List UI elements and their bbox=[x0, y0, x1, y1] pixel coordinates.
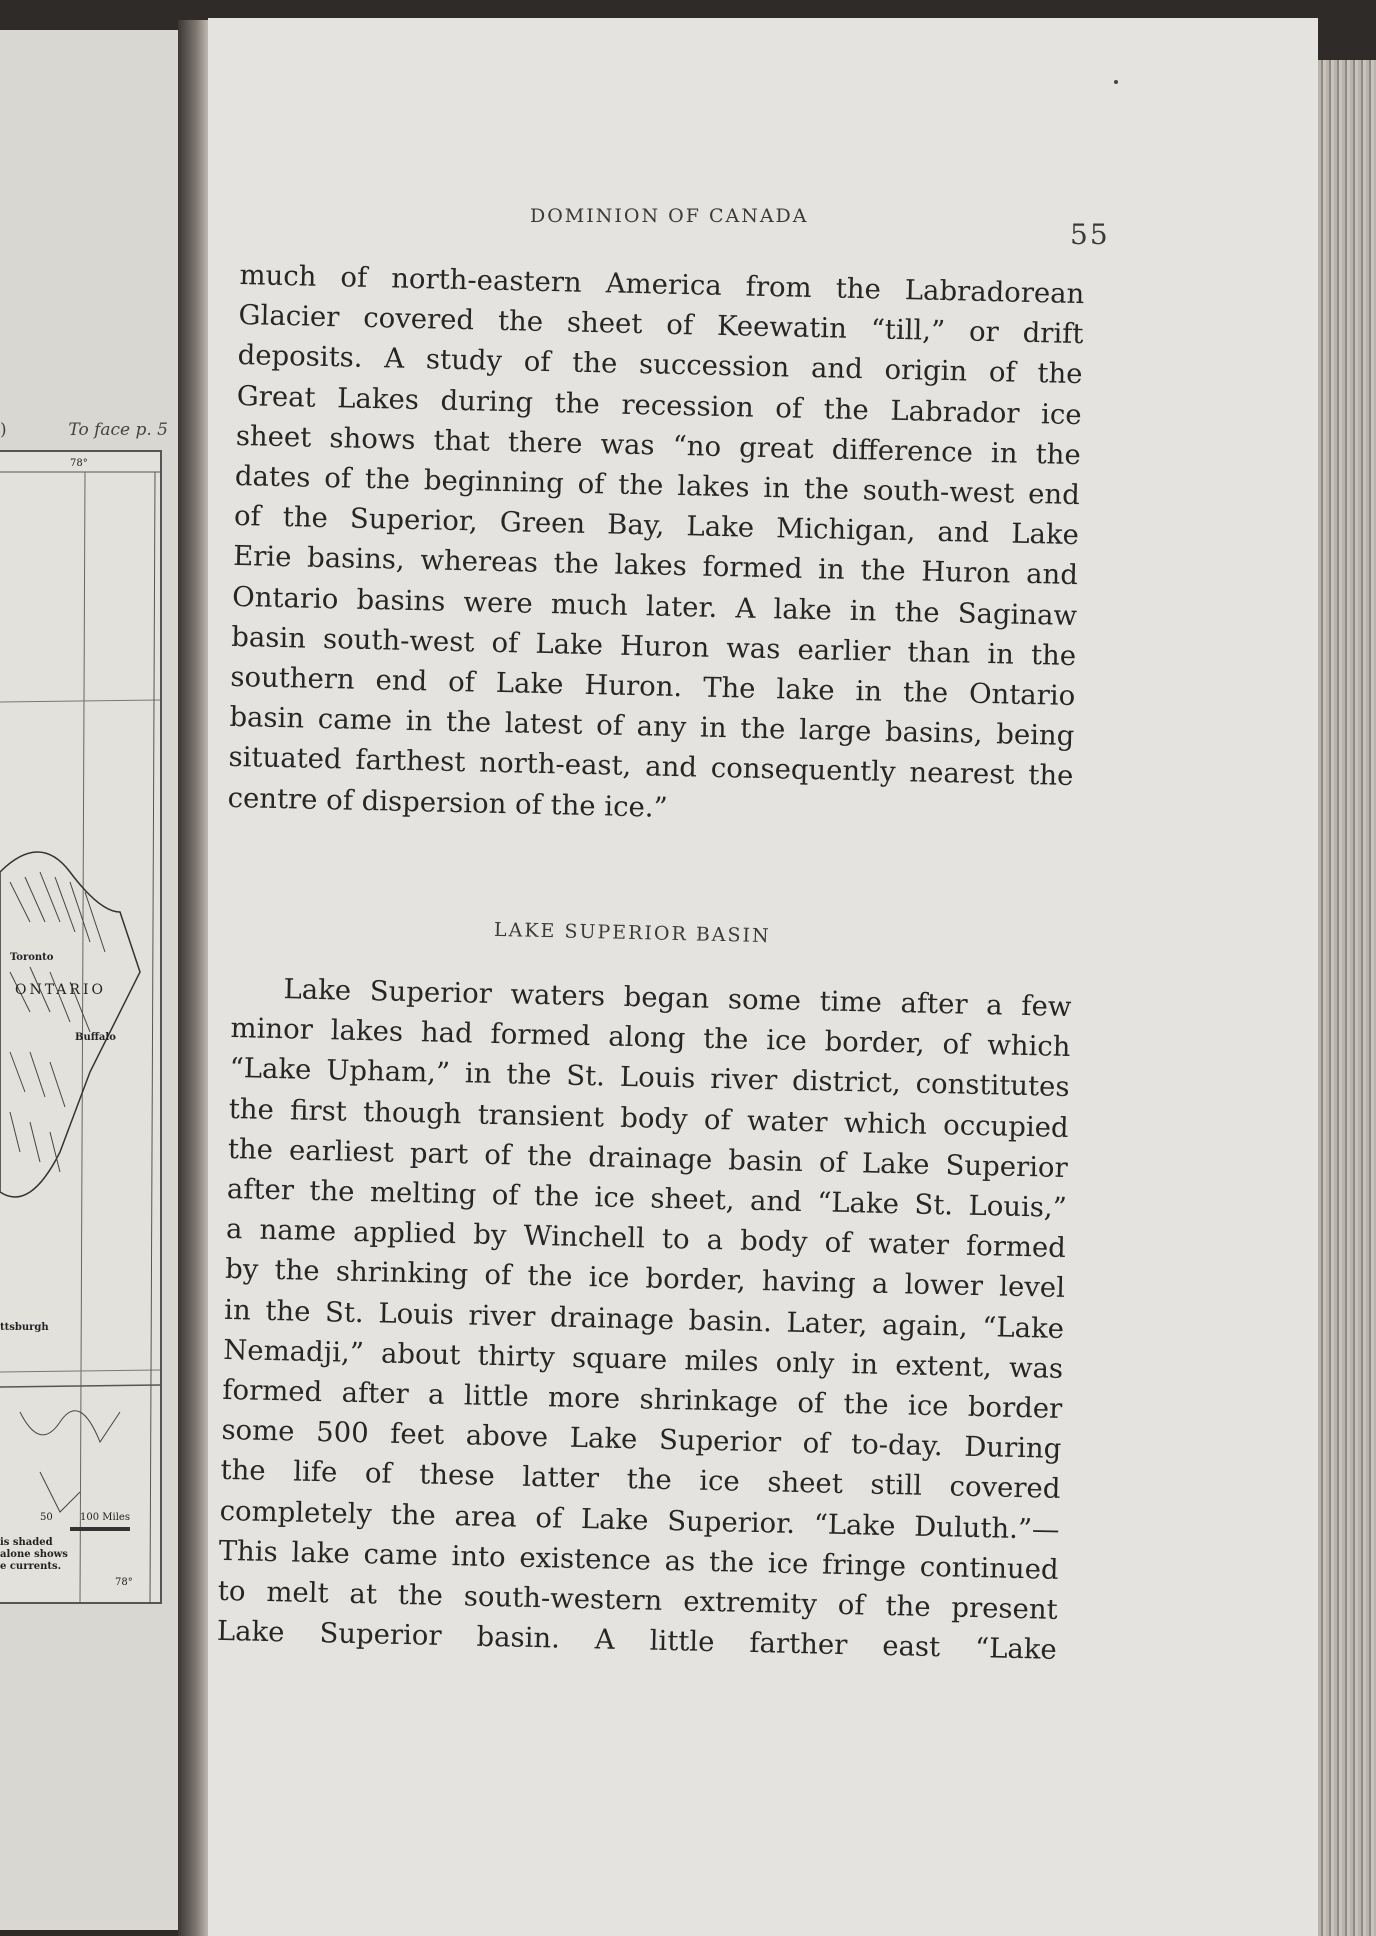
text-line: Lake Superior waters began some time after a few bbox=[283, 973, 1072, 1024]
page-number: 55 bbox=[1070, 218, 1110, 251]
text-line: basin came in the latest of any in the large basins, being bbox=[229, 701, 1075, 753]
text-line: minor lakes had formed along the ice border, of which bbox=[230, 1012, 1071, 1064]
map-label-pittsburgh: ttsburgh bbox=[0, 1322, 49, 1333]
text-line: southern end of Lake Huron. The lake in the Ontario bbox=[230, 660, 1076, 713]
text-line: Glacier covered the sheet of Keewatin “till,” or drift bbox=[238, 299, 1084, 351]
text-line: formed after a little more shrinkage of the ice border bbox=[222, 1373, 1063, 1425]
map-legend-2: alone shows bbox=[0, 1549, 68, 1560]
map-label-ontario: ONTARIO bbox=[15, 982, 106, 998]
text-line: some 500 feet above Lake Superior of to-day. During bbox=[221, 1414, 1062, 1466]
text-line: a name applied by Winchell to a body of water formed bbox=[225, 1213, 1067, 1265]
paragraph-2 bbox=[216, 968, 1071, 1670]
text-line: centre of dispersion of the ice.” bbox=[227, 781, 669, 824]
paragraph-1 bbox=[227, 255, 1085, 837]
text-line: situated farthest north-east, and consequently nearest the bbox=[228, 741, 1074, 793]
text-line: deposits. A study of the succession and origin of the bbox=[237, 339, 1083, 391]
text-line: Erie basins, whereas the lakes formed in the Huron and bbox=[232, 540, 1079, 592]
map-scale-50: 50 bbox=[40, 1512, 53, 1523]
running-head: DOMINION OF CANADA bbox=[530, 205, 809, 227]
text-line: dates of the beginning of the lakes in the south-west end bbox=[234, 459, 1081, 512]
text-line: in the St. Louis river drainage basin. Later, again, “Lake bbox=[223, 1293, 1065, 1345]
map-legend-1: is shaded bbox=[0, 1537, 53, 1548]
map-label-buffalo: Buffalo bbox=[75, 1032, 116, 1043]
map-paren: ) bbox=[0, 420, 7, 440]
text-line: Great Lakes during the recession of the Labrador ice bbox=[236, 379, 1082, 431]
map-legend-3: e currents. bbox=[0, 1561, 62, 1572]
text-line: Ontario basins were much later. A lake in the Saginaw bbox=[231, 580, 1078, 632]
text-line: the earliest part of the drainage basin of Lake Superior bbox=[227, 1132, 1069, 1184]
facing-map-page bbox=[0, 30, 181, 1930]
map-caption: To face p. 5 bbox=[68, 420, 168, 440]
book-spine bbox=[178, 20, 208, 1936]
text-line: sheet shows that there was “no great difference in the bbox=[235, 419, 1082, 471]
map-label-toronto: Toronto bbox=[10, 952, 54, 963]
map-scale-100: 100 Miles bbox=[80, 1512, 130, 1523]
page-edges bbox=[1318, 60, 1376, 1936]
text-line: completely the area of Lake Superior. “Lake Duluth.”— bbox=[219, 1494, 1060, 1546]
text-line: Nemadji,” about thirty square miles only in extent, was bbox=[222, 1333, 1064, 1385]
map-label-longitude-bottom: 78° bbox=[115, 1577, 133, 1588]
map-label-longitude: 78° bbox=[70, 458, 88, 469]
map-drawing bbox=[0, 452, 160, 1602]
text-line: much of north-eastern America from the Labradorean bbox=[239, 258, 1085, 311]
text-line: This lake came into existence as the ice fringe continued bbox=[218, 1534, 1059, 1586]
text-line: after the melting of the ice sheet, and “Lake St. Louis,” bbox=[226, 1172, 1068, 1225]
page-speck bbox=[1114, 80, 1118, 84]
text-line: basin south-west of Lake Huron was earlier than in the bbox=[230, 620, 1077, 672]
text-line: Lake Superior basin. A little farther east “Lake bbox=[216, 1615, 1058, 1667]
text-line: by the shrinking of the ice border, having a lower level bbox=[224, 1253, 1066, 1305]
text-line: of the Superior, Green Bay, Lake Michigan, and Lake bbox=[233, 500, 1080, 552]
map-plate bbox=[0, 450, 162, 1604]
section-heading: LAKE SUPERIOR BASIN bbox=[493, 918, 771, 948]
text-line: to melt at the south-western extremity of the present bbox=[217, 1574, 1059, 1626]
text-line: the first though transient body of water which occupied bbox=[228, 1092, 1069, 1144]
text-line: the life of these latter the ice sheet still covered bbox=[220, 1454, 1061, 1506]
text-line: “Lake Upham,” in the St. Louis river district, constitutes bbox=[229, 1052, 1070, 1104]
